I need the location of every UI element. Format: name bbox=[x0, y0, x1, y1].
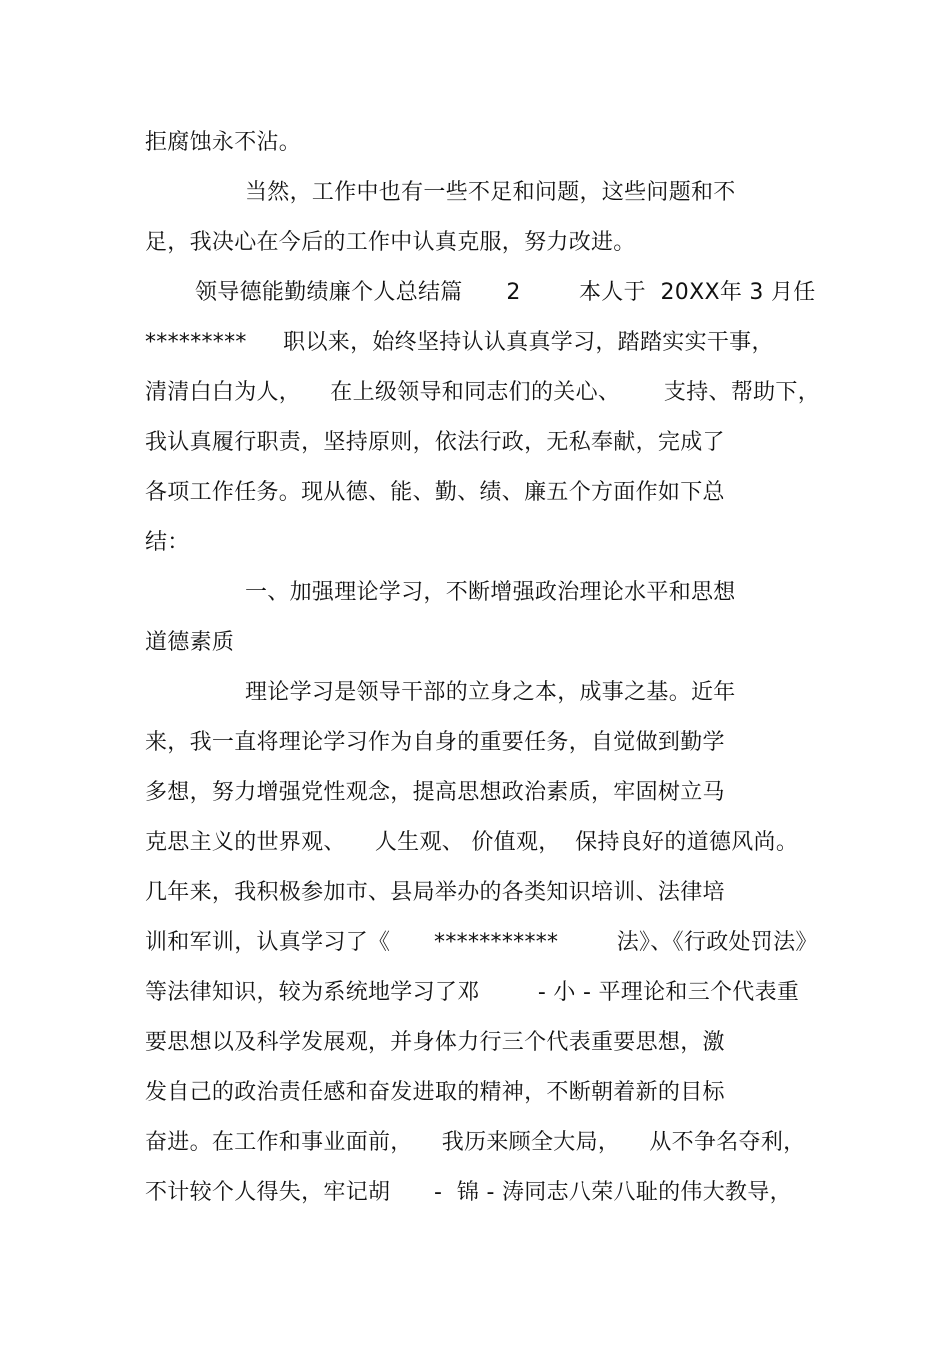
section-heading: 一、加强理论学习，不断增强政治理论水平和思想 bbox=[245, 580, 736, 605]
text-line: 足，我决心在今后的工作中认真克服，努力改进。 bbox=[145, 230, 636, 255]
section-heading: 道德素质 bbox=[145, 630, 235, 655]
text-line: 多想，努力增强党性观念，提高思想政治素质，牢固树立马 bbox=[145, 780, 725, 805]
text-line: 克思主义的世界观、 人生观、 价值观， 保持良好的道德风尚。 bbox=[145, 830, 799, 855]
text-line: 不计较个人得失，牢记胡 - 锦 - 涛同志八荣八耻的伟大教导， bbox=[145, 1180, 792, 1205]
text-line: 奋进。在工作和事业面前， 我历来顾全大局， 从不争名夺利， bbox=[145, 1130, 806, 1155]
text-line: 等法律知识，较为系统地学习了邓 - 小 - 平理论和三个代表重 bbox=[145, 980, 800, 1005]
text-line: 我认真履行职责，坚持原则，依法行政，无私奉献，完成了 bbox=[145, 430, 725, 455]
text-line: 领导德能勤绩廉个人总结篇 2 本人于 20XX年 3 月任 bbox=[195, 280, 816, 305]
text-line: 各项工作任务。现从德、能、勤、绩、廉五个方面作如下总 bbox=[145, 480, 725, 505]
text-line: ********* 职以来，始终坚持认认真真学习，踏踏实实干事， bbox=[145, 330, 774, 355]
text-line: 清清白白为人， 在上级领导和同志们的关心、 支持、帮助下， bbox=[145, 380, 821, 405]
text-line: 当然，工作中也有一些不足和问题，这些问题和不 bbox=[245, 180, 736, 205]
text-line: 拒腐蚀永不沾。 bbox=[145, 130, 302, 155]
text-line: 几年来，我积极参加市、县局举办的各类知识培训、法律培 bbox=[145, 880, 725, 905]
text-line: 训和军训，认真学习了《 *********** 法》、《行政处罚法》 bbox=[145, 930, 818, 955]
text-line: 发自己的政治责任感和奋发进取的精神，不断朝着新的目标 bbox=[145, 1080, 725, 1105]
text-line: 理论学习是领导干部的立身之本，成事之基。近年 bbox=[245, 680, 736, 705]
text-line: 要思想以及科学发展观，并身体力行三个代表重要思想，激 bbox=[145, 1030, 725, 1055]
text-line: 结： bbox=[145, 530, 190, 555]
text-line: 来，我一直将理论学习作为自身的重要任务，自觉做到勤学 bbox=[145, 730, 725, 755]
